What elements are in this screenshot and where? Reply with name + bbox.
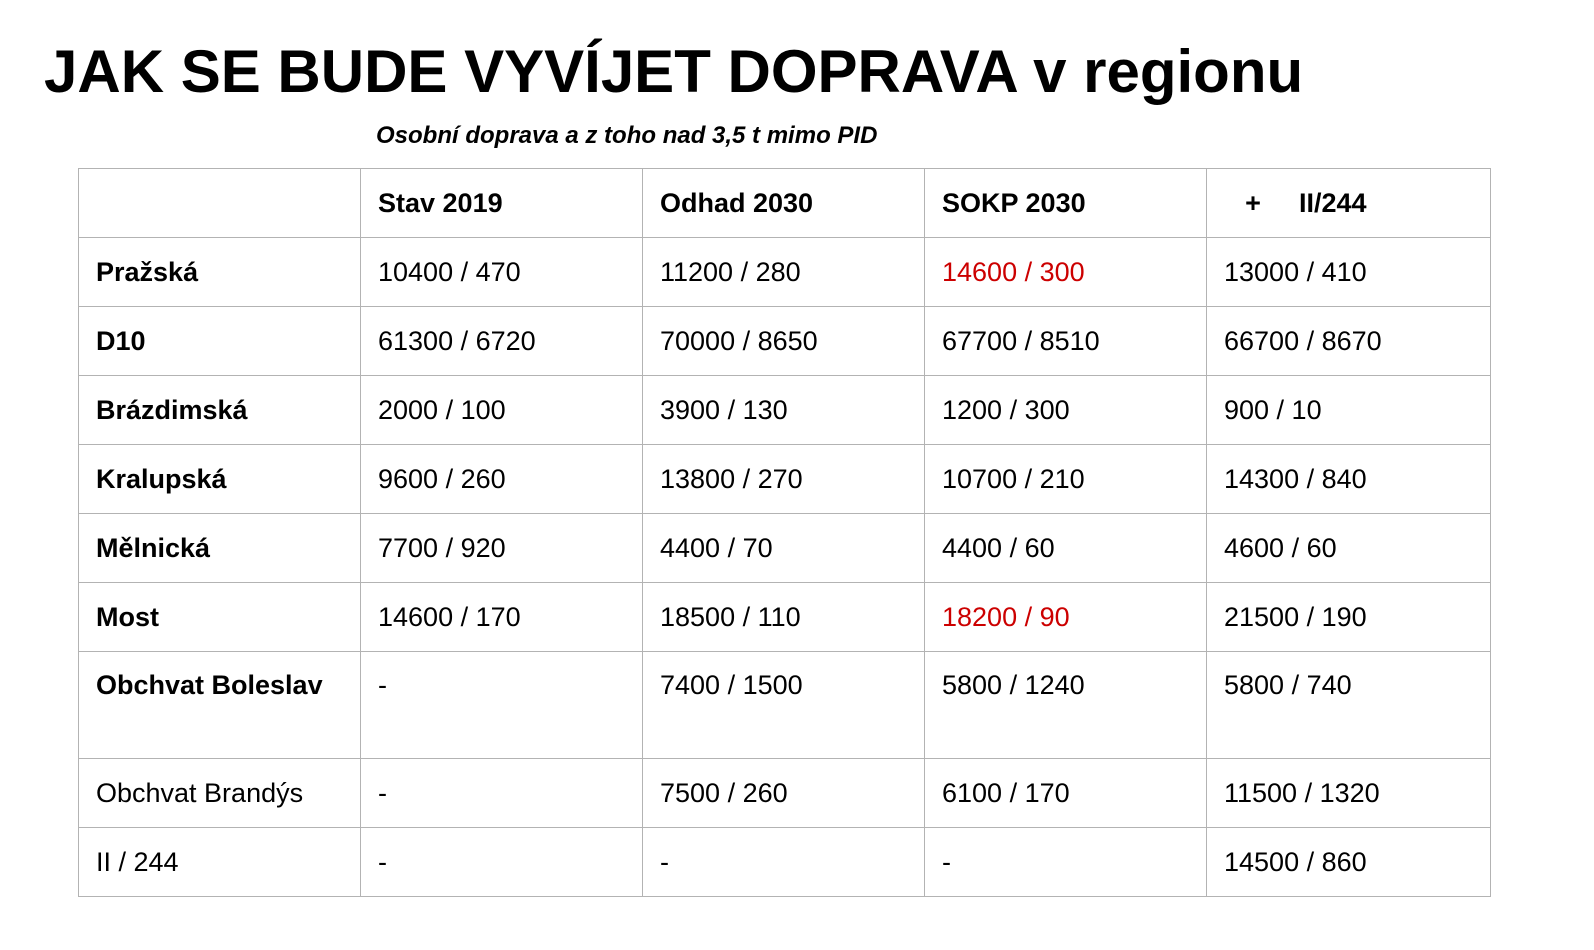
table-cell: 5800 / 740 [1207, 652, 1491, 759]
table-cell: 14500 / 860 [1207, 828, 1491, 897]
table-cell: 1200 / 300 [925, 376, 1207, 445]
table-cell: 3900 / 130 [643, 376, 925, 445]
slide-title: JAK SE BUDE VYVÍJET DOPRAVA v regionu [44, 38, 1304, 105]
table-header-row [79, 169, 1491, 238]
table-cell: 13000 / 410 [1207, 238, 1491, 307]
table-cell: 11200 / 280 [643, 238, 925, 307]
row-label: Obchvat Brandýs [79, 759, 361, 828]
slide-subtitle: Osobní doprava a z toho nad 3,5 t mimo PID [376, 122, 878, 149]
table-cell: 66700 / 8670 [1207, 307, 1491, 376]
table-cell: - [925, 828, 1207, 897]
table-row [79, 307, 1491, 376]
row-label: D10 [79, 307, 361, 376]
table-cell: - [361, 652, 643, 759]
header-ii-244-variant [1207, 169, 1491, 238]
table-row [79, 445, 1491, 514]
header-ii-244: II/244 [1299, 187, 1367, 218]
header-stav-2019: Stav 2019 [361, 169, 643, 238]
table-cell: 4600 / 60 [1207, 514, 1491, 583]
table-cell: 70000 / 8650 [643, 307, 925, 376]
table-cell: 21500 / 190 [1207, 583, 1491, 652]
table-cell: 5800 / 1240 [925, 652, 1207, 759]
table-cell: - [361, 828, 643, 897]
table-cell: 10400 / 470 [361, 238, 643, 307]
table-cell: 14600 / 170 [361, 583, 643, 652]
table-cell: 18500 / 110 [643, 583, 925, 652]
header-plus: + [1245, 187, 1261, 218]
table-cell: - [361, 759, 643, 828]
table-cell: 10700 / 210 [925, 445, 1207, 514]
table-cell-highlighted: 18200 / 90 [925, 583, 1207, 652]
table-row [79, 514, 1491, 583]
header-odhad-2030: Odhad 2030 [643, 169, 925, 238]
row-label: Pražská [79, 238, 361, 307]
table-row [79, 583, 1491, 652]
row-label: Most [79, 583, 361, 652]
table-cell: 7500 / 260 [643, 759, 925, 828]
table-cell: 13800 / 270 [643, 445, 925, 514]
row-label: Brázdimská [79, 376, 361, 445]
table-cell: 67700 / 8510 [925, 307, 1207, 376]
table-cell: 11500 / 1320 [1207, 759, 1491, 828]
row-label: Mělnická [79, 514, 361, 583]
table-cell: 7700 / 920 [361, 514, 643, 583]
header-empty [79, 169, 361, 238]
table-cell: 4400 / 70 [643, 514, 925, 583]
header-sokp-2030: SOKP 2030 [925, 169, 1207, 238]
table-row [79, 828, 1491, 897]
row-label: Kralupská [79, 445, 361, 514]
table-row [79, 376, 1491, 445]
table-cell: - [643, 828, 925, 897]
table-cell: 14300 / 840 [1207, 445, 1491, 514]
row-label: II / 244 [79, 828, 361, 897]
table-cell: 4400 / 60 [925, 514, 1207, 583]
row-label: Obchvat Boleslav [79, 652, 361, 759]
table-cell: 7400 / 1500 [643, 652, 925, 759]
table-row [79, 759, 1491, 828]
table-cell-highlighted: 14600 / 300 [925, 238, 1207, 307]
table-cell: 6100 / 170 [925, 759, 1207, 828]
table-row [79, 238, 1491, 307]
table-cell: 61300 / 6720 [361, 307, 643, 376]
table-cell: 9600 / 260 [361, 445, 643, 514]
traffic-table [78, 168, 1491, 897]
table-row [79, 652, 1491, 759]
table-cell: 2000 / 100 [361, 376, 643, 445]
table-cell: 900 / 10 [1207, 376, 1491, 445]
